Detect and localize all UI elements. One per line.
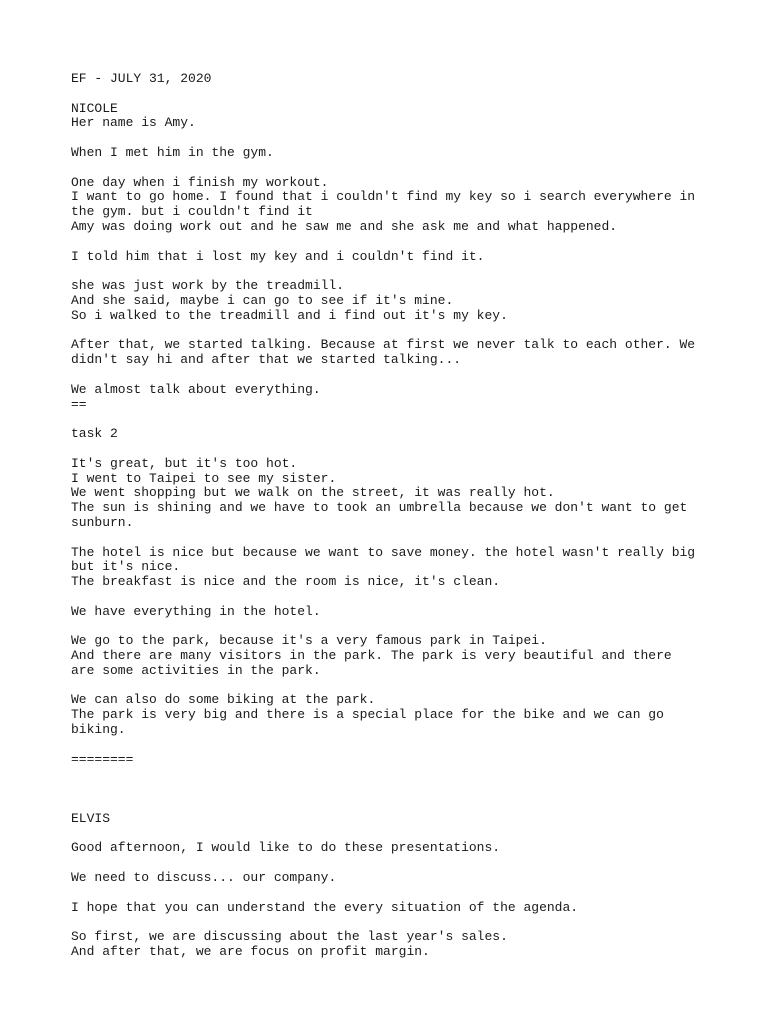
text-line: And there are many visitors in the park. The park is very beautiful and there are some activities in the park.: [71, 648, 680, 678]
text-line: We went shopping but we walk on the street, it was really hot.: [71, 485, 555, 501]
text-paragraph: [71, 279, 698, 323]
text-line: I went to Taipei to see my sister.: [71, 470, 337, 486]
text-line: So i walked to the treadmill and i find out it's my key.: [71, 307, 508, 323]
text-line: I told him that i lost my key and i couldn't find it.: [71, 248, 485, 264]
text-line: ========: [71, 751, 134, 767]
text-line: The breakfast is nice and the room is nice, it's clean.: [71, 574, 501, 590]
text-paragraph: [71, 427, 698, 442]
text-line: We have everything in the hotel.: [71, 603, 321, 619]
text-paragraph: [71, 457, 698, 531]
text-line: I want to go home. I found that i couldn't find my key so i search everywhere in the gym. but i couldn't find it: [71, 189, 703, 220]
text-paragraph: [71, 930, 698, 960]
text-line: ==: [71, 396, 87, 412]
text-line: EF - JULY 31, 2020: [71, 71, 212, 86]
text-line: ELVIS: [71, 810, 111, 826]
blank-line: [71, 782, 698, 797]
text-line: We go to the park, because it's a very famous park in Taipei.: [71, 633, 547, 649]
text-line: After that, we started talking. Because at first we never talk to each other. We didn't say hi and after that we started talking...: [71, 337, 703, 368]
text-paragraph: [71, 146, 698, 161]
text-line: We need to discuss... our company.: [71, 870, 337, 886]
text-paragraph: [71, 383, 698, 413]
text-line: We can also do some biking at the park.: [71, 692, 376, 708]
text-line: So first, we are discussing about the last year's sales.: [71, 929, 508, 945]
text-paragraph: [71, 102, 698, 132]
text-line: It's great, but it's too hot.: [71, 455, 298, 471]
text-paragraph: [71, 693, 698, 737]
text-paragraph: [71, 634, 698, 678]
text-line: The park is very big and there is a special place for the bike and we can go biking.: [71, 707, 672, 738]
text-line: One day when i finish my workout.: [71, 174, 329, 190]
text-line: I hope that you can understand the every situation of the agenda.: [71, 899, 579, 915]
text-paragraph: [71, 544, 703, 590]
document-body: [71, 71, 703, 960]
text-line: The hotel is nice but because we want to save money. the hotel wasn't really big but it's nice.: [71, 544, 703, 575]
blank-line: [71, 797, 698, 812]
text-line: NICOLE: [71, 100, 118, 116]
text-line: When I met him in the gym.: [71, 144, 274, 160]
text-paragraph: [71, 337, 703, 368]
text-line: Her name is Amy.: [71, 115, 196, 131]
text-line: she was just work by the treadmill.: [71, 278, 345, 294]
text-line: And she said, maybe i can go to see if it's mine.: [71, 292, 454, 308]
text-line: And after that, we are focus on profit margin.: [71, 944, 430, 960]
text-paragraph: [71, 72, 698, 87]
text-paragraph: [71, 605, 698, 620]
text-line: task 2: [71, 426, 118, 442]
text-paragraph: [71, 250, 698, 265]
text-line: The sun is shining and we have to took an umbrella because we don't want to get sunburn.: [71, 500, 696, 530]
text-paragraph: [71, 174, 703, 235]
text-line: We almost talk about everything.: [71, 381, 321, 397]
text-line: Amy was doing work out and he saw me and she ask me and what happened.: [71, 218, 618, 234]
text-paragraph: [71, 901, 698, 916]
text-paragraph: [71, 841, 698, 856]
text-paragraph: [71, 871, 698, 886]
text-paragraph: [71, 753, 698, 768]
text-paragraph: [71, 812, 698, 827]
text-line: Good afternoon, I would like to do these presentations.: [71, 840, 501, 856]
